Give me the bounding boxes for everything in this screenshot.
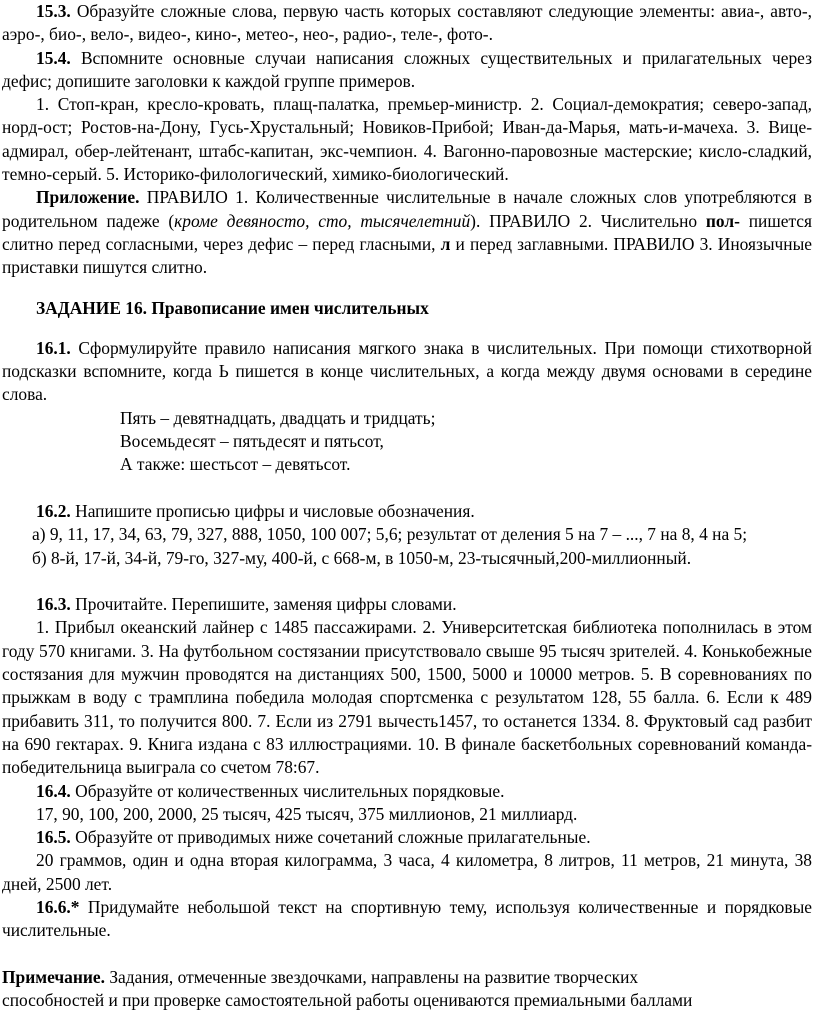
rule-text: и перед заглавными. ПРАВИЛО 3. Иноязычные приставки пишутся слитно. [2,233,812,278]
rule-bold-l: л [440,233,451,254]
exercise-16-6 [2,896,812,943]
poem-line: Пять – девятнадцать, двадцать и тридцать; [120,407,436,428]
exercise-16-2-a: а) 9, 11, 17, 34, 63, 79, 327, 888, 1050, 100 007; 5,6; результат от деления 5 на 7 – ..., 7 на 8, 4 на 5; [32,524,748,545]
exercise-number: 16.3. [36,594,71,615]
exercise-number: 15.3. [36,1,71,21]
rule-text: ПРАВИЛО 1. Количественные числительные в начале сложных слов употребляются в родительном падеже ( [2,187,812,231]
note [2,966,812,989]
poem-line: А также: шестьсот – девятьсот. [120,454,351,475]
exercise-text: Образуйте от количественных числительных порядковые. [70,780,505,801]
exercise-number: 16.5. [36,827,71,848]
appendix-rules [2,186,812,279]
exercise-number: 16.1. [36,337,71,358]
exercise-text: Образуйте сложные слова, первую часть которых составляют следующие элементы: авиа-, авто-, аэро-, био-, вело-, видео-, кино-, метео-, нео-, радио-, теле-, фото-. [2,1,812,45]
rule-bold-pol: пол- [705,210,740,231]
note-continued: способностей и при проверке самостоятельной работы оцениваются премиальными баллами [2,990,693,1011]
exercise-15-4 [2,47,812,94]
exercise-16-4-body: 17, 90, 100, 200, 2000, 25 тысяч, 425 тысяч, 375 миллионов, 21 миллиард. [36,803,578,824]
exercise-16-5 [2,826,812,849]
document-page [2,0,812,1012]
note-text: Задания, отмеченные звездочками, направлены на развитие творческих [104,966,639,987]
exercise-number: 16.4. [36,780,71,801]
exercise-16-3 [2,593,812,616]
exercise-text: Вспомните основные случаи написания сложных существительных и прилагательных через дефис; допишите заголовки к каждой группе примеров. [2,47,812,91]
exercise-16-3-body: 1. Прибыл океанский лайнер с 1485 пассажирами. 2. Университетская библиотека пополнилась в этом году 570 книгами. 3. На футбольном состязании присутствовало свыше 95 тысяч зрителей. 4. Конькобежные состязания для мужчин проводятся на дистанциях 500, 1500, 5000 и 10000 метров. 5. В соревнованиях по прыжкам в воду с трамплина победила молодая спортсменка с результатом 128, 55 балла. 6. Если к 489 прибавить 311, то получится 800. 7. Если из 2791 вычесть1457, то останется 1334. 8. Фруктовый сад разбит на 690 гектарах. 9. Книга издана с 83 иллюстрациями. 10. В финале баскетбольных соревнований команда-победительница выиграла со счетом 78:67. [2,617,812,778]
rule-exception: кроме девяносто, сто, тысячелетний [174,210,471,231]
task-title-text: ЗАДАНИЕ 16. Правописание имен числительных [36,297,429,318]
exercise-number: 15.4. [36,47,71,68]
exercise-text: Прочитайте. Перепишите, заменяя цифры словами. [70,594,457,615]
exercise-text: Сформулируйте правило написания мягкого знака в числительных. При помощи стихотворной подсказки вспомните, когда Ь пишется в конце числительных, а когда между двумя основами в середине слова. [2,337,812,405]
exercise-number: 16.6.* [36,896,80,917]
exercise-16-4 [2,780,812,803]
exercise-15-3 [2,0,812,47]
task-16-title [2,297,812,320]
exercise-text: Напишите прописью цифры и числовые обозначения. [70,500,475,521]
exercise-text: Придумайте небольшой текст на спортивную тему, используя количественные и порядковые числительные. [2,896,812,941]
exercise-text: Образуйте от приводимых ниже сочетаний сложные прилагательные. [70,827,591,848]
poem-line: Восемьдесят – пятьдесят и пятьсот, [120,431,384,452]
note-label: Примечание. [2,966,105,987]
exercise-16-2 [2,500,812,523]
exercise-16-2-b: б) 8-й, 17-й, 34-й, 79-го, 327-му, 400-й, с 668-м, в 1050-м, 23-тысячный,200-миллионный. [32,547,692,568]
exercise-number: 16.2. [36,500,71,521]
rule-text: ). ПРАВИЛО 2. Числительно [470,210,706,231]
exercise-16-5-body: 20 граммов, один и одна вторая килограмма, 3 часа, 4 километра, 8 литров, 11 метров, 21 минута, 38 дней, 2500 лет. [2,850,812,894]
appendix-label: Приложение. [36,187,140,208]
exercise-15-4-examples: 1. Стоп-кран, кресло-кровать, плащ-палатка, премьер-министр. 2. Социал-демократия; северо-запад, норд-ост; Ростов-на-Дону, Гусь-Хрустальный; Новиков-Прибой; Иван-да-Марья, мать-и-мачеха. 3. Вице-адмирал, обер-лейтенант, штабс-капитан, экс-чемпион. 4. Вагонно-паровозные мастерские; кисло-сладкий, темно-серый. 5. Историко-филологический, химико-биологический. [2,94,812,185]
exercise-16-1 [2,337,812,407]
rule-text: пишется слитно перед согласными, через дефис – перед гласными, [2,210,812,254]
